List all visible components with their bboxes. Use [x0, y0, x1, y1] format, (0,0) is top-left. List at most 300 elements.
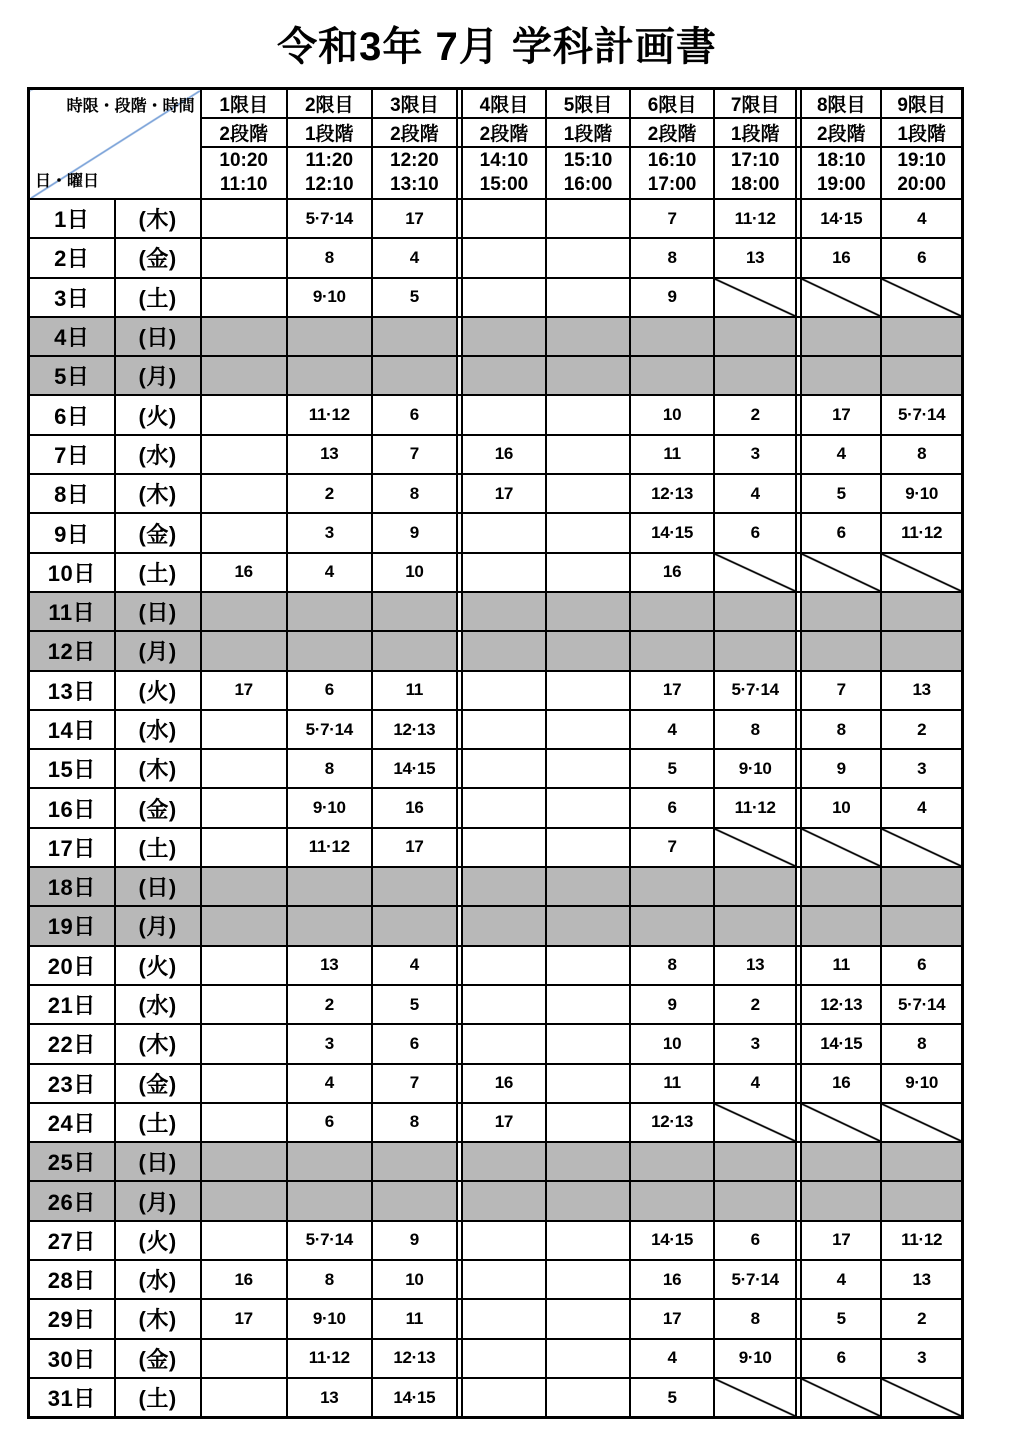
day-cell: 4日 — [29, 317, 115, 356]
schedule-cell — [201, 1339, 287, 1378]
schedule-cell — [462, 238, 546, 277]
schedule-cell — [462, 749, 546, 788]
schedule-cell — [201, 946, 287, 985]
schedule-cell: 2 — [714, 985, 796, 1024]
schedule-cell: 7 — [372, 1064, 457, 1103]
schedule-cell — [546, 828, 630, 867]
weekday-cell: (火) — [115, 946, 201, 985]
schedule-cell: 11 — [372, 1299, 457, 1338]
schedule-cell: 9 — [801, 749, 881, 788]
schedule-cell: 10 — [630, 395, 714, 434]
schedule-cell: 13 — [287, 1378, 372, 1418]
weekday-cell: (日) — [115, 1142, 201, 1181]
weekday-cell: (金) — [115, 1339, 201, 1378]
slash-cell — [714, 828, 796, 867]
stage-header-cell: 2段階 — [801, 118, 881, 147]
time-end: 16:00 — [563, 174, 613, 195]
time-end: 13:10 — [390, 174, 439, 195]
weekday-cell: (土) — [115, 553, 201, 592]
schedule-cell: 17 — [372, 828, 457, 867]
schedule-table — [27, 87, 964, 1419]
schedule-cell: 11·12 — [287, 395, 372, 434]
time-end: 15:00 — [479, 174, 529, 195]
time-header-cell — [630, 147, 714, 199]
period-header-cell: 8限目 — [801, 89, 881, 119]
period-header-cell: 7限目 — [714, 89, 796, 119]
schedule-cell: 4 — [714, 1064, 796, 1103]
schedule-cell — [462, 1024, 546, 1063]
schedule-cell: 14·15 — [630, 1221, 714, 1260]
schedule-cell — [546, 671, 630, 710]
schedule-cell — [630, 1181, 714, 1220]
day-row — [29, 278, 963, 317]
day-row — [29, 788, 963, 827]
weekday-cell: (月) — [115, 906, 201, 945]
day-cell: 15日 — [29, 749, 115, 788]
schedule-cell — [881, 1142, 962, 1181]
schedule-cell — [201, 238, 287, 277]
schedule-cell — [372, 906, 457, 945]
slash-cell — [714, 1378, 796, 1418]
schedule-cell — [546, 946, 630, 985]
weekday-cell: (日) — [115, 867, 201, 906]
day-cell: 1日 — [29, 199, 115, 238]
schedule-cell: 11·12 — [881, 513, 962, 552]
period-header-cell: 5限目 — [546, 89, 630, 119]
period-header-cell: 6限目 — [630, 89, 714, 119]
schedule-cell: 12·13 — [801, 985, 881, 1024]
schedule-cell — [201, 317, 287, 356]
period-header-cell: 1限目 — [201, 89, 287, 119]
weekday-cell: (火) — [115, 671, 201, 710]
slash-cell — [801, 553, 881, 592]
schedule-cell: 4 — [881, 199, 962, 238]
schedule-cell — [462, 1221, 546, 1260]
weekday-cell: (水) — [115, 710, 201, 749]
schedule-cell: 17 — [201, 1299, 287, 1338]
schedule-cell: 17 — [801, 1221, 881, 1260]
schedule-cell — [462, 867, 546, 906]
schedule-cell: 10 — [372, 1260, 457, 1299]
schedule-cell — [801, 1181, 881, 1220]
schedule-cell: 8 — [287, 749, 372, 788]
schedule-cell — [881, 631, 962, 670]
schedule-cell: 3 — [881, 1339, 962, 1378]
schedule-cell — [462, 1339, 546, 1378]
schedule-cell: 5 — [372, 985, 457, 1024]
day-cell: 9日 — [29, 513, 115, 552]
schedule-cell: 17 — [801, 395, 881, 434]
schedule-cell: 6 — [801, 1339, 881, 1378]
time-end: 17:00 — [647, 174, 697, 195]
schedule-cell: 16 — [462, 1064, 546, 1103]
schedule-cell — [546, 1024, 630, 1063]
schedule-cell: 5·7·14 — [287, 710, 372, 749]
schedule-cell: 7 — [630, 828, 714, 867]
schedule-cell — [201, 356, 287, 395]
schedule-cell: 9·10 — [881, 474, 962, 513]
day-cell: 20日 — [29, 946, 115, 985]
day-row — [29, 749, 963, 788]
day-cell: 13日 — [29, 671, 115, 710]
day-cell: 14日 — [29, 710, 115, 749]
day-row — [29, 553, 963, 592]
schedule-cell: 4 — [287, 553, 372, 592]
time-end: 19:00 — [816, 174, 866, 195]
schedule-cell: 9·10 — [714, 749, 796, 788]
schedule-cell: 8 — [287, 238, 372, 277]
schedule-cell: 8 — [372, 474, 457, 513]
weekday-cell: (土) — [115, 278, 201, 317]
schedule-cell — [801, 867, 881, 906]
schedule-cell — [201, 1181, 287, 1220]
schedule-cell: 13 — [714, 946, 796, 985]
weekday-cell: (月) — [115, 1181, 201, 1220]
slash-cell — [881, 1103, 962, 1142]
schedule-cell — [546, 435, 630, 474]
schedule-cell — [201, 985, 287, 1024]
schedule-cell: 2 — [287, 474, 372, 513]
schedule-cell — [630, 906, 714, 945]
schedule-cell — [546, 788, 630, 827]
day-row — [29, 199, 963, 238]
schedule-cell: 16 — [201, 553, 287, 592]
slash-cell — [881, 553, 962, 592]
schedule-cell: 8 — [372, 1103, 457, 1142]
day-cell: 11日 — [29, 592, 115, 631]
schedule-cell: 16 — [630, 553, 714, 592]
schedule-cell: 9 — [630, 985, 714, 1024]
day-cell: 16日 — [29, 788, 115, 827]
schedule-cell: 7 — [630, 199, 714, 238]
schedule-cell — [881, 906, 962, 945]
day-row — [29, 513, 963, 552]
schedule-cell — [462, 278, 546, 317]
weekday-cell: (日) — [115, 592, 201, 631]
schedule-cell: 4 — [372, 238, 457, 277]
schedule-cell: 5 — [630, 1378, 714, 1418]
schedule-cell: 4 — [630, 1339, 714, 1378]
schedule-cell — [287, 356, 372, 395]
schedule-cell — [546, 1339, 630, 1378]
schedule-cell: 8 — [881, 435, 962, 474]
schedule-cell — [462, 631, 546, 670]
schedule-cell — [201, 395, 287, 434]
schedule-cell — [630, 631, 714, 670]
schedule-cell — [462, 985, 546, 1024]
slash-cell — [714, 278, 796, 317]
schedule-cell: 10 — [630, 1024, 714, 1063]
time-header-cell — [881, 147, 962, 199]
schedule-cell — [287, 317, 372, 356]
period-header-cell: 4限目 — [462, 89, 546, 119]
schedule-cell — [546, 1064, 630, 1103]
schedule-cell: 6 — [714, 1221, 796, 1260]
day-cell: 18日 — [29, 867, 115, 906]
schedule-cell — [714, 317, 796, 356]
schedule-cell: 5·7·14 — [881, 395, 962, 434]
schedule-cell: 5·7·14 — [714, 1260, 796, 1299]
day-cell: 5日 — [29, 356, 115, 395]
schedule-cell — [462, 513, 546, 552]
schedule-cell: 3 — [714, 435, 796, 474]
schedule-cell — [546, 474, 630, 513]
schedule-cell: 17 — [462, 1103, 546, 1142]
weekday-cell: (火) — [115, 395, 201, 434]
day-cell: 12日 — [29, 631, 115, 670]
day-row — [29, 906, 963, 945]
schedule-cell: 5 — [630, 749, 714, 788]
schedule-cell — [462, 828, 546, 867]
schedule-cell: 6 — [372, 395, 457, 434]
day-row — [29, 985, 963, 1024]
schedule-cell — [546, 1181, 630, 1220]
schedule-cell — [287, 631, 372, 670]
day-cell: 27日 — [29, 1221, 115, 1260]
schedule-cell — [201, 710, 287, 749]
schedule-cell — [546, 985, 630, 1024]
schedule-cell: 6 — [287, 671, 372, 710]
schedule-cell — [201, 1221, 287, 1260]
schedule-cell: 11 — [630, 1064, 714, 1103]
day-cell: 26日 — [29, 1181, 115, 1220]
schedule-page — [27, 0, 967, 1419]
schedule-cell — [201, 867, 287, 906]
schedule-cell: 4 — [372, 946, 457, 985]
schedule-cell — [546, 592, 630, 631]
schedule-cell — [546, 395, 630, 434]
time-end: 20:00 — [897, 174, 946, 195]
schedule-cell — [546, 1260, 630, 1299]
day-row — [29, 631, 963, 670]
schedule-cell — [714, 592, 796, 631]
schedule-cell — [801, 592, 881, 631]
schedule-cell: 13 — [287, 435, 372, 474]
schedule-cell: 4 — [287, 1064, 372, 1103]
schedule-cell — [630, 317, 714, 356]
day-cell: 6日 — [29, 395, 115, 434]
schedule-cell: 2 — [714, 395, 796, 434]
schedule-cell — [714, 356, 796, 395]
stage-header-cell: 2段階 — [372, 118, 457, 147]
day-row — [29, 1064, 963, 1103]
schedule-cell: 7 — [372, 435, 457, 474]
schedule-cell — [201, 1378, 287, 1418]
schedule-cell: 11·12 — [714, 199, 796, 238]
schedule-cell — [462, 317, 546, 356]
schedule-cell: 3 — [714, 1024, 796, 1063]
weekday-cell: (木) — [115, 1299, 201, 1338]
time-header-cell — [714, 147, 796, 199]
schedule-cell: 10 — [801, 788, 881, 827]
day-cell: 21日 — [29, 985, 115, 1024]
day-row — [29, 317, 963, 356]
schedule-cell — [201, 1142, 287, 1181]
schedule-cell — [881, 867, 962, 906]
day-row — [29, 474, 963, 513]
slash-cell — [881, 828, 962, 867]
schedule-cell — [881, 356, 962, 395]
schedule-cell — [630, 356, 714, 395]
schedule-cell — [462, 671, 546, 710]
schedule-cell — [372, 1142, 457, 1181]
schedule-cell: 4 — [630, 710, 714, 749]
schedule-cell — [546, 1221, 630, 1260]
schedule-header — [29, 89, 963, 200]
weekday-cell: (木) — [115, 749, 201, 788]
schedule-cell — [546, 513, 630, 552]
schedule-cell: 11·12 — [287, 828, 372, 867]
schedule-cell — [462, 1378, 546, 1418]
schedule-cell — [372, 317, 457, 356]
weekday-cell: (日) — [115, 317, 201, 356]
schedule-cell: 12·13 — [630, 1103, 714, 1142]
schedule-cell: 6 — [801, 513, 881, 552]
day-cell: 24日 — [29, 1103, 115, 1142]
slash-cell — [801, 828, 881, 867]
day-cell: 3日 — [29, 278, 115, 317]
day-row — [29, 1103, 963, 1142]
day-cell: 2日 — [29, 238, 115, 277]
schedule-cell: 11·12 — [714, 788, 796, 827]
schedule-cell: 17 — [462, 474, 546, 513]
schedule-cell: 9·10 — [287, 1299, 372, 1338]
schedule-cell: 2 — [287, 985, 372, 1024]
day-cell: 30日 — [29, 1339, 115, 1378]
schedule-cell — [201, 1103, 287, 1142]
schedule-cell — [714, 906, 796, 945]
schedule-cell — [801, 1142, 881, 1181]
schedule-cell: 9·10 — [881, 1064, 962, 1103]
schedule-cell — [372, 631, 457, 670]
schedule-cell: 8 — [287, 1260, 372, 1299]
day-row — [29, 1221, 963, 1260]
weekday-cell: (土) — [115, 1103, 201, 1142]
time-start: 10:20 — [219, 150, 268, 171]
schedule-cell: 4 — [801, 1260, 881, 1299]
schedule-cell: 17 — [201, 671, 287, 710]
slash-cell — [881, 278, 962, 317]
schedule-cell: 16 — [201, 1260, 287, 1299]
day-cell: 8日 — [29, 474, 115, 513]
schedule-cell — [546, 631, 630, 670]
schedule-cell: 4 — [801, 435, 881, 474]
day-row — [29, 710, 963, 749]
schedule-cell — [546, 1103, 630, 1142]
schedule-cell — [546, 710, 630, 749]
schedule-cell: 6 — [881, 238, 962, 277]
schedule-cell: 11·12 — [287, 1339, 372, 1378]
schedule-cell: 3 — [287, 1024, 372, 1063]
schedule-cell — [372, 592, 457, 631]
schedule-cell: 5 — [801, 1299, 881, 1338]
stage-header-cell: 1段階 — [881, 118, 962, 147]
schedule-cell — [201, 906, 287, 945]
weekday-cell: (木) — [115, 1024, 201, 1063]
stage-header-cell: 2段階 — [462, 118, 546, 147]
schedule-cell — [462, 1260, 546, 1299]
schedule-cell: 9 — [372, 513, 457, 552]
schedule-cell — [201, 1024, 287, 1063]
schedule-cell: 8 — [714, 1299, 796, 1338]
schedule-cell — [462, 906, 546, 945]
weekday-cell: (火) — [115, 1221, 201, 1260]
schedule-cell: 5·7·14 — [881, 985, 962, 1024]
schedule-cell — [801, 317, 881, 356]
schedule-cell — [546, 356, 630, 395]
schedule-cell — [372, 356, 457, 395]
slash-cell — [801, 278, 881, 317]
schedule-cell — [630, 592, 714, 631]
schedule-cell: 8 — [714, 710, 796, 749]
schedule-cell: 8 — [630, 946, 714, 985]
schedule-cell — [546, 317, 630, 356]
schedule-cell: 16 — [462, 435, 546, 474]
time-start: 15:10 — [563, 150, 613, 171]
period-header-cell: 9限目 — [881, 89, 962, 119]
corner-cell — [29, 89, 201, 200]
schedule-cell: 10 — [372, 553, 457, 592]
schedule-body — [29, 199, 963, 1418]
schedule-cell — [287, 592, 372, 631]
period-header-cell: 3限目 — [372, 89, 457, 119]
schedule-cell — [462, 356, 546, 395]
schedule-cell: 9·10 — [287, 788, 372, 827]
schedule-cell: 13 — [714, 238, 796, 277]
schedule-cell — [546, 553, 630, 592]
schedule-cell: 6 — [287, 1103, 372, 1142]
schedule-cell: 5 — [801, 474, 881, 513]
time-end: 12:10 — [304, 174, 354, 195]
time-start: 18:10 — [816, 150, 866, 171]
time-start: 16:10 — [647, 150, 697, 171]
schedule-cell: 14·15 — [372, 1378, 457, 1418]
schedule-cell — [462, 1299, 546, 1338]
day-row — [29, 1181, 963, 1220]
time-end: 11:10 — [219, 174, 268, 195]
weekday-cell: (金) — [115, 1064, 201, 1103]
schedule-cell — [372, 1181, 457, 1220]
day-cell: 22日 — [29, 1024, 115, 1063]
slash-cell — [714, 553, 796, 592]
schedule-cell: 17 — [630, 671, 714, 710]
schedule-cell: 2 — [881, 1299, 962, 1338]
schedule-cell: 13 — [881, 671, 962, 710]
schedule-cell — [714, 1142, 796, 1181]
weekday-cell: (木) — [115, 199, 201, 238]
schedule-cell: 6 — [714, 513, 796, 552]
day-cell: 23日 — [29, 1064, 115, 1103]
day-cell: 31日 — [29, 1378, 115, 1418]
weekday-cell: (金) — [115, 788, 201, 827]
schedule-cell: 4 — [881, 788, 962, 827]
schedule-cell — [201, 435, 287, 474]
schedule-cell: 6 — [372, 1024, 457, 1063]
schedule-cell — [287, 1142, 372, 1181]
schedule-cell — [462, 395, 546, 434]
day-cell: 19日 — [29, 906, 115, 945]
schedule-cell: 11 — [372, 671, 457, 710]
schedule-cell: 6 — [881, 946, 962, 985]
day-cell: 7日 — [29, 435, 115, 474]
weekday-cell: (金) — [115, 238, 201, 277]
time-end: 18:00 — [730, 174, 780, 195]
schedule-cell: 14·15 — [372, 749, 457, 788]
schedule-cell — [546, 867, 630, 906]
schedule-cell — [201, 828, 287, 867]
schedule-cell — [546, 199, 630, 238]
schedule-cell: 14·15 — [801, 199, 881, 238]
